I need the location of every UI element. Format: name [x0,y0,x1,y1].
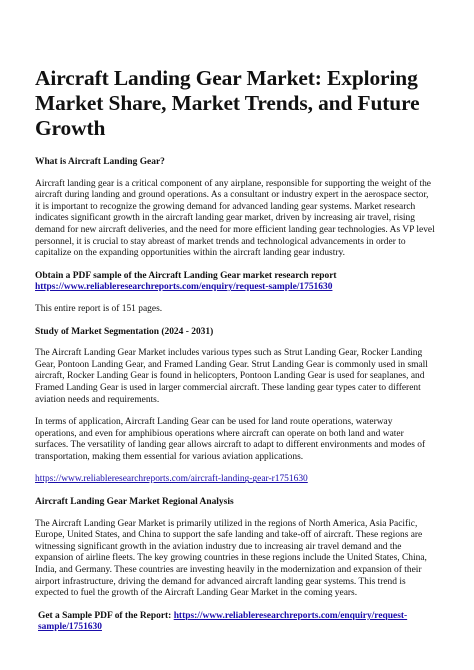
section-heading-segmentation: Study of Market Segmentation (2024 - 2031) [35,326,214,337]
get-sample-text [35,611,436,634]
page-title: Aircraft Landing Gear Market: Exploring Market Share, Market Trends, and Future Growth [35,66,420,140]
paragraph-segmentation-types: The Aircraft Landing Gear Market includes various types such as Strut Landing Gear, Rocker Landing Gear, Pontoon Landing Gear, and Framed Landing Gear. Strut Landing Gear is commonly used in small aircraft, Rocker Landing Gear is found in helicopters, Pontoon Landing Gear is used for seaplanes, and Framed Landing Gear is used in larger commercial aircraft. These landing gear types cater to different aviation needs and requirements. [35,348,428,405]
get-sample-link[interactable]: https://www.reliableresearchreports.com/enquiry/request-sample/1751630 [38,610,408,633]
product-page-link[interactable]: https://www.reliableresearchreports.com/aircraft-landing-gear-r1751630 [35,474,308,485]
paragraph-regional: The Aircraft Landing Gear Market is primarily utilized in the regions of North America, Asia Pacific, Europe, United States, and China to support the safe landing and take-off of aircraft. These regions are witnessing significant growth in the aviation industry due to increasing air travel demand and the expansion of airline fleets. The key growing countries in these regions include the United States, China, India, and Germany. These countries are investing heavily in the modernization and expansion of their airport infrastructure, driving the demand for advanced aircraft landing gear systems. This trend is expected to fuel the growth of the Aircraft Landing Gear Market in the coming years. [35,518,427,599]
pages-note: This entire report is of 151 pages. [35,303,163,314]
paragraph-intro: Aircraft landing gear is a critical component of any airplane, responsible for supporting the weight of the aircraft during landing and ground operations. As a consultant or industry expert in the aerospace sector, it is important to recognize the growing demand for advanced landing gear systems. Market research indicates significant growth in the aircraft landing gear market, driven by increasing air travel, rising demand for new aircraft deliveries, and the need for more efficient landing gear technologies. As VP level personnel, it is crucial to stay abreast of market trends and technological advancements in order to capitalize on the expanding opportunities within the aircraft landing gear industry. [35,178,435,259]
sample-request-prompt: Obtain a PDF sample of the Aircraft Landing Gear market research report [35,270,337,281]
get-sample-prompt: Get a Sample PDF of the Report: [38,610,172,621]
section-heading-what-is: What is Aircraft Landing Gear? [35,157,165,167]
product-link-line [35,474,436,486]
paragraph-segmentation-applications: In terms of application, Aircraft Landing Gear can be used for land route operations, waterway operations, and even for amphibious operations where aircraft can operate on both land and water surfaces. The versatility of landing gear allows aircraft to adapt to different environments and modes of transportation, making them essential for various aviation applications. [35,417,426,462]
sample-request-text [35,271,436,294]
sample-request-link[interactable]: https://www.reliableresearchreports.com/enquiry/request-sample/1751630 [35,282,333,293]
section-heading-regional: Aircraft Landing Gear Market Regional Analysis [35,497,234,508]
